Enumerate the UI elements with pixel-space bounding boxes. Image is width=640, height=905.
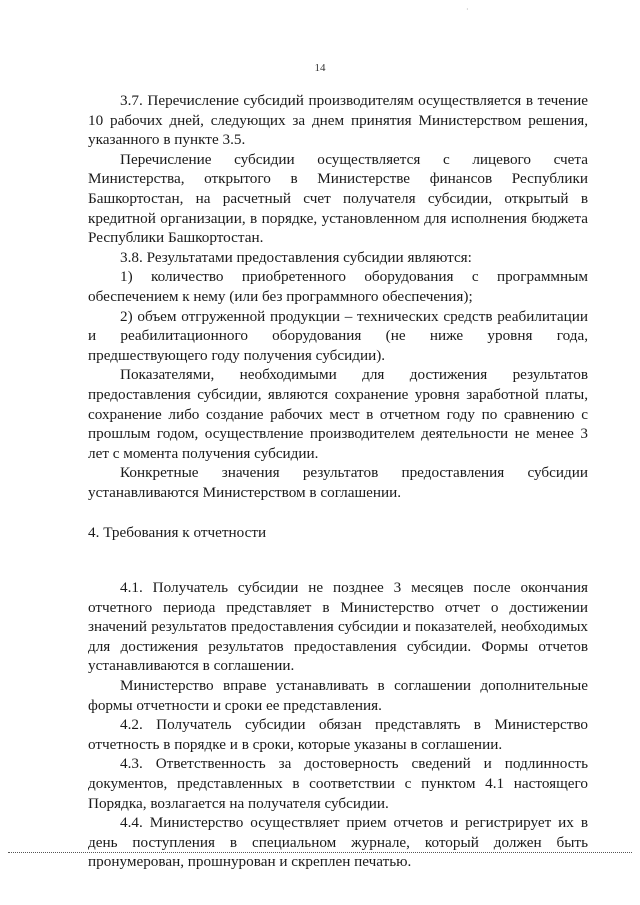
list-item-2: 2) объем отгруженной продукции – технических средств реабилитации и реабилитационного оборудования (не ниже уровня года, предшествующего году получения субсидии).	[88, 307, 588, 364]
paragraph-3-7: 3.7. Перечисление субсидий производителям осуществляется в течение 10 рабочих дней, следующих за днем принятия Министерством решения, указанного в пункте 3.5.	[88, 92, 588, 149]
paragraph-transfer: Перечисление субсидии осуществляется с лицевого счета Министерства, открытого в Министерстве финансов Республики Башкортостан, на расчетный счет получателя субсидии, открытый в кредитной организации, в порядке, установленном для исполнения бюджета Республики Башкортостан.	[88, 150, 588, 247]
paragraph-4-2: 4.2. Получатель субсидии обязан представлять в Министерство отчетность в порядке и в сроки, которые указаны в соглашении.	[88, 716, 588, 753]
page-number: 14	[314, 62, 326, 74]
paragraph-4-4: 4.4. Министерство осуществляет прием отчетов и регистрирует их в день поступления в специальном журнале, который должен быть пронумерован, прошнурован и скреплен печатью.	[88, 814, 588, 871]
paragraph-4-3: 4.3. Ответственность за достоверность сведений и подлинность документов, представленных в соответствии с пунктом 4.1 настоящего Порядка, возлагается на получателя субсидии.	[88, 755, 588, 812]
paragraph-3-8: 3.8. Результатами предоставления субсидии являются:	[120, 248, 472, 266]
section-title: 4. Требования к отчетности	[88, 524, 267, 542]
paragraph-specific-values: Конкретные значения результатов предоставления субсидии устанавливаются Министерством в соглашении.	[88, 464, 588, 501]
paragraph-indicators: Показателями, необходимыми для достижения результатов предоставления субсидии, являются сохранение уровня заработной платы, сохранение либо создание рабочих мест в отчетном году по сравнению с прошлым годом, осуществление производителем деятельности не менее 3 лет с момента получения субсидии.	[88, 366, 588, 462]
corner-mark: ·	[466, 5, 469, 14]
paragraph-4-1: 4.1. Получатель субсидии не позднее 3 месяцев после окончания отчетного периода представляет в Министерство отчет о достижении значений результатов предоставления субсидии и показателей, необходимых для достижения результатов предоставления субсидии. Формы отчетов устанавливаются в соглашении.	[88, 579, 588, 675]
bottom-divider	[8, 852, 632, 853]
list-item-1: 1) количество приобретенного оборудования с программным обеспечением к нему (или без программного обеспечения);	[88, 268, 588, 305]
document-body	[88, 91, 588, 872]
paragraph-additional-forms: Министерство вправе устанавливать в соглашении дополнительные формы отчетности и сроки ее представления.	[88, 677, 588, 714]
